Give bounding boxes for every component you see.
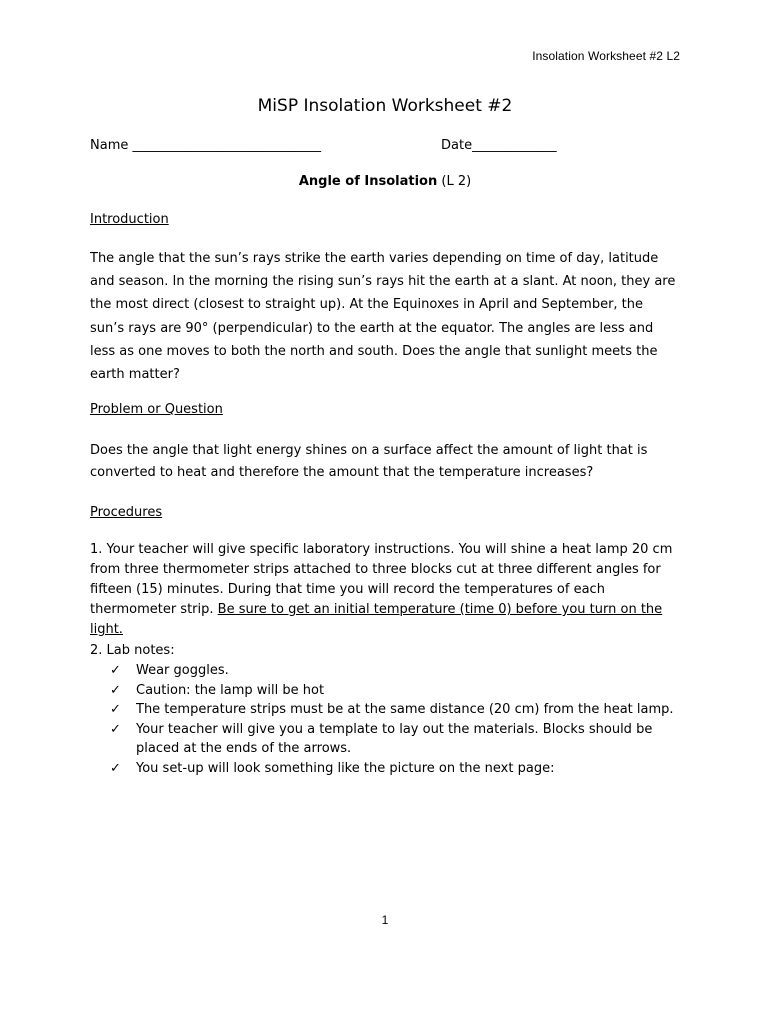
checkmark-icon: ✓ bbox=[110, 721, 121, 737]
problem-paragraph: Does the angle that light energy shines on a surface affect the amount of light that is converted to heat and therefore the amount that the temperature increases? bbox=[90, 443, 648, 480]
introduction-paragraph: The angle that the sun’s rays strike the earth varies depending on time of day, latitude and season. In the morning the rising sun’s rays hit the earth at a slant. At noon, they are the most direct (closest to straight up). At the Equinoxes in April and September, the sun’s rays are 90° (perpendicular) to the earth at the equator. The angles are less and less as one moves to both the north and south. Does the angle that sunlight meets the earth matter? bbox=[90, 251, 676, 383]
date-field-line: Date_____________ bbox=[441, 138, 557, 153]
checkmark-icon: ✓ bbox=[110, 663, 121, 678]
checkmark-icon: ✓ bbox=[110, 702, 121, 717]
lab-notes-list bbox=[110, 661, 680, 778]
lab-note-text: Caution: the lamp will be hot bbox=[136, 682, 325, 698]
procedures-heading: Procedures bbox=[90, 505, 163, 520]
procedure-step-1 bbox=[90, 540, 688, 640]
lab-note-text: You set-up will look something like the picture on the next page: bbox=[136, 760, 555, 776]
lab-note-item bbox=[110, 661, 680, 681]
problem-heading: Problem or Question bbox=[90, 402, 223, 417]
page-number: 1 bbox=[381, 913, 389, 927]
subtitle-bold: Angle of Insolation bbox=[298, 174, 438, 189]
worksheet-subtitle bbox=[0, 174, 770, 189]
lab-note-item bbox=[110, 759, 680, 779]
lab-note-item bbox=[110, 681, 680, 701]
checkmark-icon: ✓ bbox=[110, 760, 121, 776]
page-title: MiSP Insolation Worksheet #2 bbox=[257, 96, 513, 116]
checkmark-icon: ✓ bbox=[110, 682, 121, 698]
running-header: Insolation Worksheet #2 L2 bbox=[532, 49, 680, 63]
lab-note-text: The temperature strips must be at the same distance (20 cm) from the heat lamp. bbox=[136, 702, 674, 717]
lab-note-text: Wear goggles. bbox=[136, 663, 229, 678]
lab-note-text: Your teacher will give you a template to lay out the materials. Blocks should be placed at the ends of the arrows. bbox=[136, 721, 653, 756]
procedure-step-2-label: 2. Lab notes: bbox=[90, 643, 175, 658]
procedure-step-1-text: 1. Your teacher will give specific laboratory instructions. You will shine a heat lamp 20 cm from three thermometer strips attached to three blocks cut at three different angles for fifteen (15) minutes. During that time you will record the temperatures of each thermometer strip. bbox=[90, 542, 673, 617]
lab-note-item bbox=[110, 700, 680, 720]
initial-temperature-note: Be sure to get an initial temperature (time 0) before you turn on the light. bbox=[90, 602, 663, 637]
introduction-heading: Introduction bbox=[90, 212, 169, 227]
subtitle-level: (L 2) bbox=[437, 174, 472, 189]
lab-note-item bbox=[110, 720, 680, 759]
name-field-line: Name _____________________________ bbox=[90, 138, 321, 153]
